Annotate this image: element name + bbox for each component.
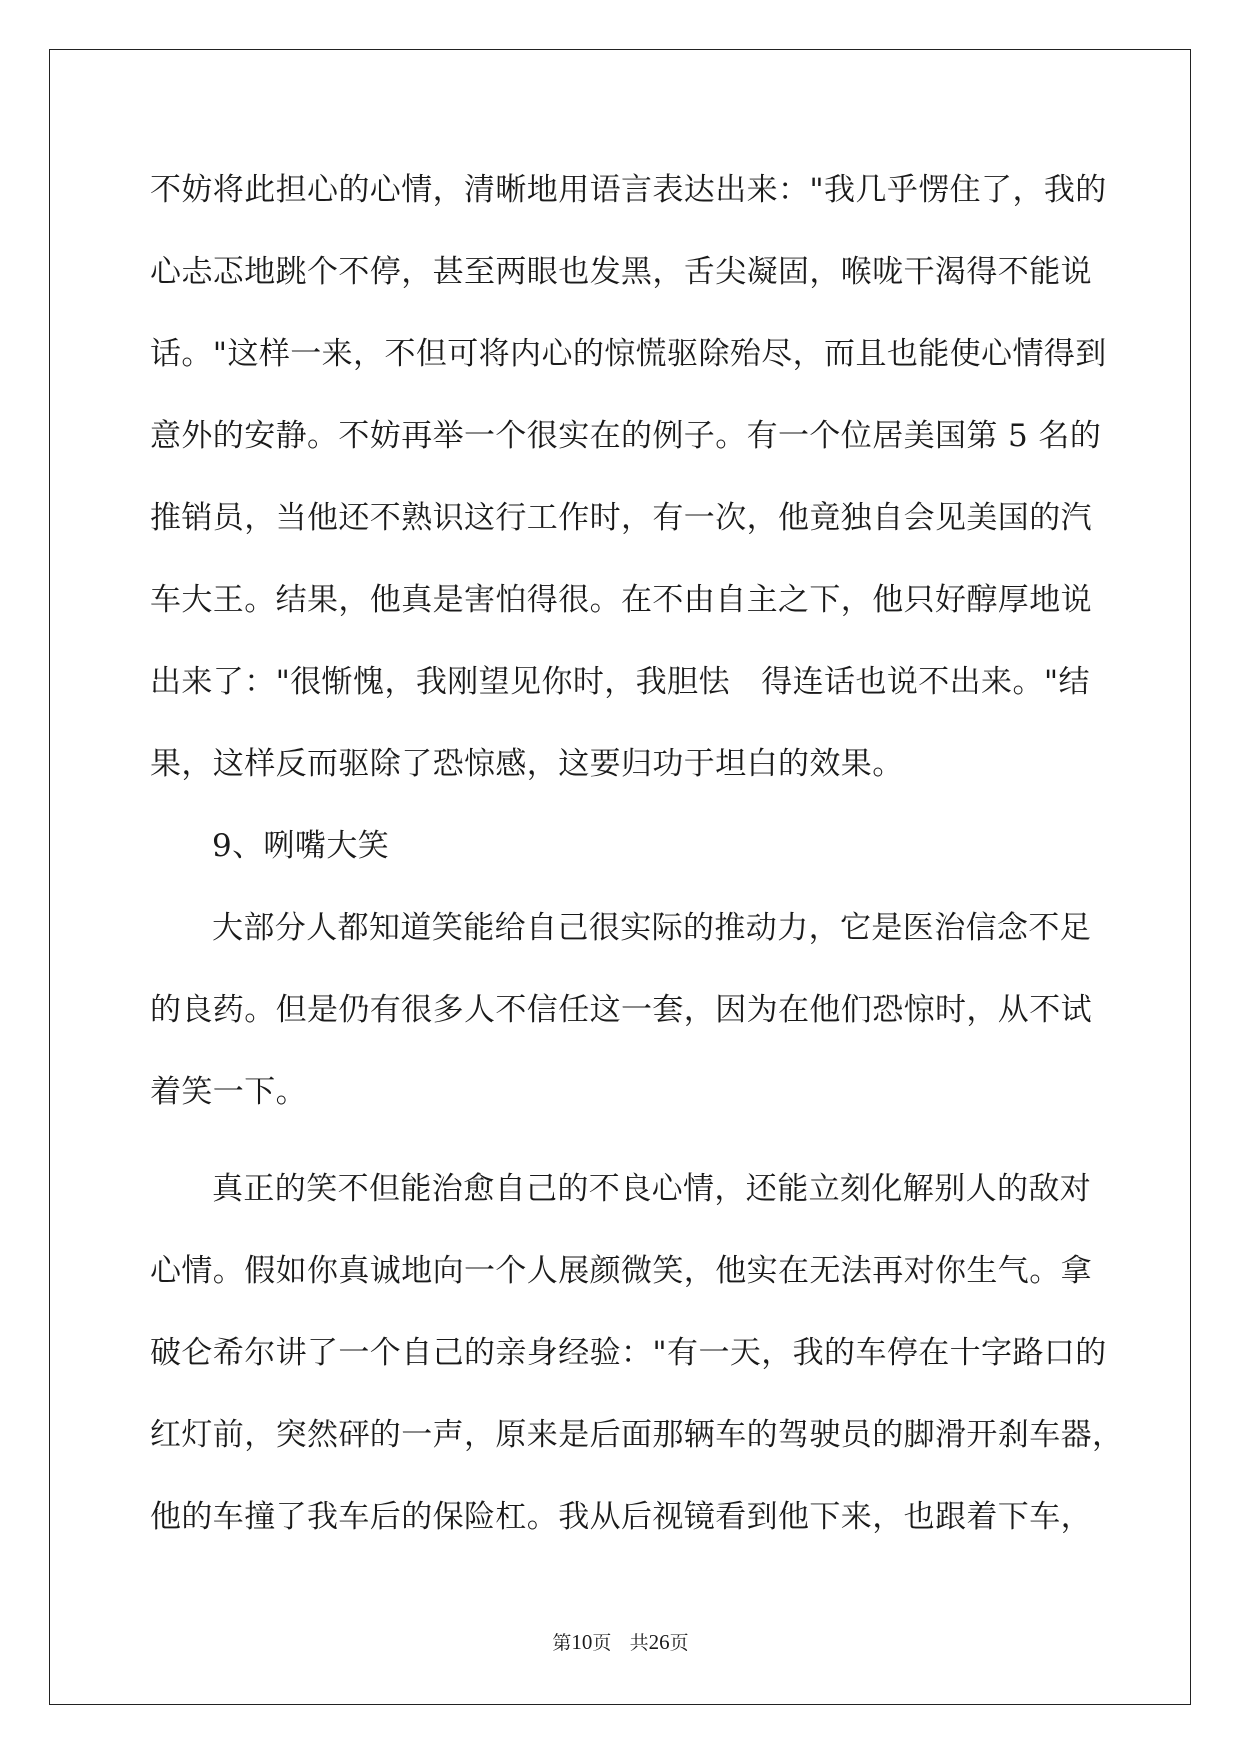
- paragraph-line: 真正的笑不但能治愈自己的不良心情，还能立刻化解别人的敌对: [212, 1171, 1092, 1207]
- section-heading: 9、咧嘴大笑: [212, 828, 390, 864]
- document-body: [150, 155, 1124, 1564]
- page-prefix: 第: [552, 1632, 572, 1654]
- paragraph-gap: [150, 1139, 1090, 1154]
- total-prefix: 共: [629, 1632, 649, 1654]
- paragraph-line: 不妨将此担心的心情，清晰地用语言表达出来："我几乎愣住了，我的: [150, 172, 1107, 208]
- paragraph-line: 大部分人都知道笑能给自己很实际的推动力，它是医治信念不足: [212, 910, 1092, 946]
- paragraph-line: 话。"这样一来，不但可将内心的惊慌驱除殆尽，而且也能使心情得到: [150, 336, 1107, 372]
- paragraph-line: 推销员，当他还不熟识这行工作时，有一次，他竟独自会见美国的汽: [150, 500, 1092, 536]
- page-suffix: 页: [592, 1632, 612, 1654]
- paragraph-line: 车大王。结果，他真是害怕得很。在不由自主之下，他只好醇厚地说: [150, 582, 1092, 618]
- paragraph-line: 的良药。但是仍有很多人不信任这一套，因为在他们恐惊时，从不试: [150, 992, 1092, 1028]
- total-suffix: 页: [669, 1632, 689, 1654]
- total-pages: 26: [648, 1630, 670, 1654]
- paragraph-line: 红灯前，突然砰的一声，原来是后面那辆车的驾驶员的脚滑开刹车器，: [150, 1417, 1124, 1453]
- paragraph-line: 破仑希尔讲了一个自己的亲身经验："有一天，我的车停在十字路口的: [150, 1335, 1107, 1371]
- page-number: 10: [571, 1630, 593, 1654]
- paragraph-line: 着笑一下。: [150, 1074, 307, 1110]
- paragraph-line: 出来了："很惭愧，我刚望见你时，我胆怯 得连话也说不出来。"结: [150, 664, 1090, 700]
- paragraph-line: 意外的安静。不妨再举一个很实在的例子。有一个位居美国第 5 名的: [150, 418, 1102, 454]
- paragraph-line: 他的车撞了我车后的保险杠。我从后视镜看到他下来，也跟着下车，: [150, 1499, 1092, 1535]
- paragraph-line: 果，这样反而驱除了恐惊感，这要归功于坦白的效果。: [150, 746, 904, 782]
- page-footer: [0, 1628, 1241, 1655]
- paragraph-line: 心忐忑地跳个不停，甚至两眼也发黑，舌尖凝固，喉咙干渴得不能说: [150, 254, 1092, 290]
- paragraph-line: 心情。假如你真诚地向一个人展颜微笑，他实在无法再对你生气。拿: [150, 1253, 1092, 1289]
